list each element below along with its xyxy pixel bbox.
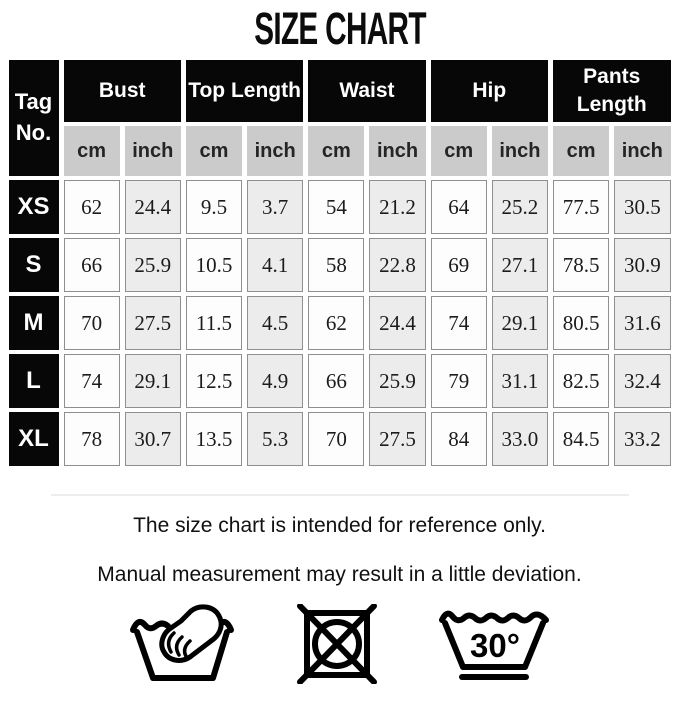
unit-header-cm-2: cm bbox=[186, 126, 242, 176]
unit-header-cm-0: cm bbox=[64, 126, 120, 176]
size-value-cell: 64 bbox=[431, 180, 487, 234]
row-tag-label: S bbox=[9, 238, 59, 292]
wash-30-degrees-icon bbox=[438, 604, 551, 684]
size-value-cell: 70 bbox=[308, 412, 364, 466]
size-value-cell: 4.9 bbox=[247, 354, 303, 408]
unit-header-inch-3: inch bbox=[247, 126, 303, 176]
size-value-cell: 13.5 bbox=[186, 412, 242, 466]
size-value-cell: 33.0 bbox=[492, 412, 548, 466]
size-value-cell: 27.1 bbox=[492, 238, 548, 292]
unit-header-cm-4: cm bbox=[308, 126, 364, 176]
size-value-cell: 3.7 bbox=[247, 180, 303, 234]
size-value-cell: 29.1 bbox=[492, 296, 548, 350]
size-value-cell: 25.2 bbox=[492, 180, 548, 234]
table-row-S bbox=[9, 238, 671, 292]
size-value-cell: 25.9 bbox=[369, 354, 425, 408]
table-row-XS bbox=[9, 180, 671, 234]
size-value-cell: 30.9 bbox=[614, 238, 670, 292]
note-manual-measurement: Manual measurement may result in a little deviation. bbox=[97, 563, 582, 586]
unit-header-cm-6: cm bbox=[431, 126, 487, 176]
unit-header-inch-9: inch bbox=[614, 126, 670, 176]
do-not-tumble-dry-icon bbox=[293, 604, 380, 684]
size-value-cell: 54 bbox=[308, 180, 364, 234]
size-value-cell: 24.4 bbox=[369, 296, 425, 350]
size-value-cell: 66 bbox=[64, 238, 120, 292]
size-value-cell: 25.9 bbox=[125, 238, 181, 292]
size-value-cell: 30.7 bbox=[125, 412, 181, 466]
size-value-cell: 27.5 bbox=[125, 296, 181, 350]
size-value-cell: 62 bbox=[64, 180, 120, 234]
page-title bbox=[0, 3, 679, 54]
group-header-pants-length: Pants Length bbox=[553, 60, 671, 122]
group-header-hip: Hip bbox=[431, 60, 548, 122]
size-value-cell: 9.5 bbox=[186, 180, 242, 234]
care-icons-row bbox=[0, 604, 679, 684]
size-value-cell: 62 bbox=[308, 296, 364, 350]
size-value-cell: 4.1 bbox=[247, 238, 303, 292]
size-value-cell: 79 bbox=[431, 354, 487, 408]
size-value-cell: 80.5 bbox=[553, 296, 609, 350]
row-tag-label: M bbox=[9, 296, 59, 350]
size-value-cell: 74 bbox=[431, 296, 487, 350]
hand-wash-icon bbox=[129, 604, 235, 684]
size-value-cell: 21.2 bbox=[369, 180, 425, 234]
size-value-cell: 30.5 bbox=[614, 180, 670, 234]
size-value-cell: 82.5 bbox=[553, 354, 609, 408]
size-value-cell: 77.5 bbox=[553, 180, 609, 234]
unit-header-row bbox=[9, 126, 671, 176]
size-value-cell: 84.5 bbox=[553, 412, 609, 466]
wash-temperature-label: 30° bbox=[469, 627, 520, 664]
size-value-cell: 58 bbox=[308, 238, 364, 292]
size-value-cell: 12.5 bbox=[186, 354, 242, 408]
size-value-cell: 31.1 bbox=[492, 354, 548, 408]
note-reference-only: The size chart is intended for reference only. bbox=[133, 514, 546, 537]
size-value-cell: 32.4 bbox=[614, 354, 670, 408]
row-tag-label: XS bbox=[9, 180, 59, 234]
unit-header-inch-5: inch bbox=[369, 126, 425, 176]
table-row-XL bbox=[9, 412, 671, 466]
unit-header-inch-1: inch bbox=[125, 126, 181, 176]
size-value-cell: 70 bbox=[64, 296, 120, 350]
unit-header-cm-8: cm bbox=[553, 126, 609, 176]
size-value-cell: 33.2 bbox=[614, 412, 670, 466]
tag-no-header: Tag No. bbox=[9, 60, 59, 176]
size-value-cell: 78.5 bbox=[553, 238, 609, 292]
size-chart-table bbox=[4, 56, 676, 470]
size-value-cell: 24.4 bbox=[125, 180, 181, 234]
size-value-cell: 10.5 bbox=[186, 238, 242, 292]
size-value-cell: 84 bbox=[431, 412, 487, 466]
size-value-cell: 4.5 bbox=[247, 296, 303, 350]
group-header-top-length: Top Length bbox=[186, 60, 303, 122]
size-value-cell: 74 bbox=[64, 354, 120, 408]
size-value-cell: 5.3 bbox=[247, 412, 303, 466]
group-header-bust: Bust bbox=[64, 60, 181, 122]
size-value-cell: 69 bbox=[431, 238, 487, 292]
row-tag-label: XL bbox=[9, 412, 59, 466]
group-header-waist: Waist bbox=[308, 60, 425, 122]
page-title-text: SIZE CHART bbox=[253, 3, 426, 54]
divider-line bbox=[51, 494, 629, 496]
size-value-cell: 66 bbox=[308, 354, 364, 408]
size-value-cell: 29.1 bbox=[125, 354, 181, 408]
table-row-M bbox=[9, 296, 671, 350]
size-value-cell: 11.5 bbox=[186, 296, 242, 350]
table-row-L bbox=[9, 354, 671, 408]
size-value-cell: 31.6 bbox=[614, 296, 670, 350]
size-value-cell: 78 bbox=[64, 412, 120, 466]
group-header-row bbox=[9, 60, 671, 122]
unit-header-inch-7: inch bbox=[492, 126, 548, 176]
row-tag-label: L bbox=[9, 354, 59, 408]
size-value-cell: 27.5 bbox=[369, 412, 425, 466]
size-value-cell: 22.8 bbox=[369, 238, 425, 292]
